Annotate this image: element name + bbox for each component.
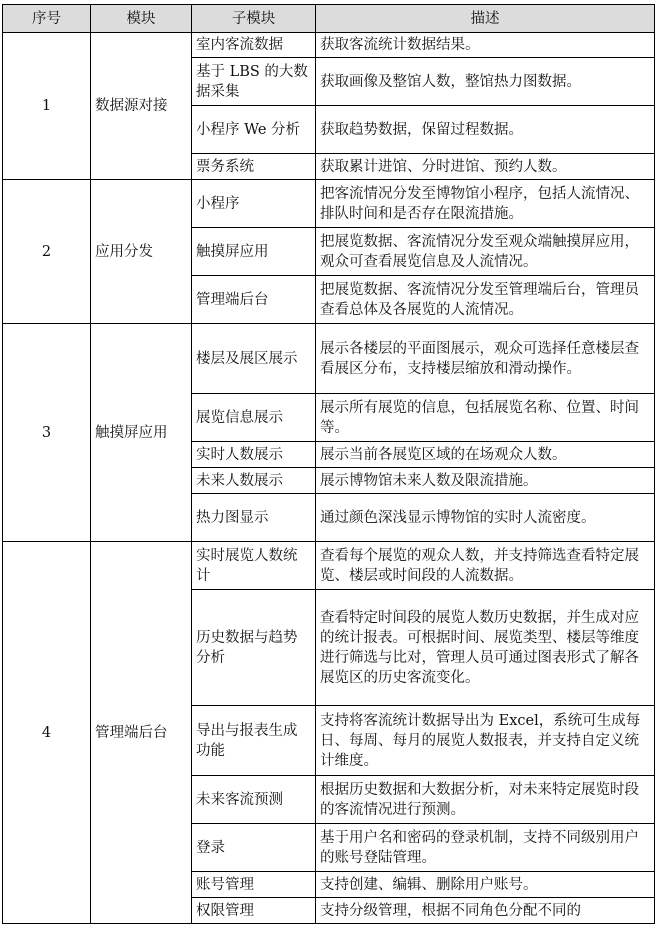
- submodule-description: 获取趋势数据，保留过程数据。: [316, 106, 655, 154]
- submodule-description: 把客流情况分发至博物馆小程序，包括人流情况、排队时间和是否存在限流措施。: [316, 180, 655, 228]
- submodule-description: 支持将客流统计数据导出为 Excel，系统可生成每日、每周、每月的展览人数报表，并支持自定义统计维度。: [316, 706, 655, 776]
- submodule-description: 把展览数据、客流情况分发至管理端后台，管理员查看总体及各展览的人流情况。: [316, 276, 655, 324]
- table-row: [3, 180, 655, 228]
- submodule-description: 展示各楼层的平面图展示，观众可选择任意楼层查看展区分布，支持楼层缩放和滑动操作。: [316, 324, 655, 394]
- submodule-name: 实时展览人数统计: [192, 542, 316, 590]
- group-number: 3: [3, 324, 91, 542]
- submodule-description: 展示博物馆未来人数及限流措施。: [316, 468, 655, 494]
- submodule-description: 获取累计进馆、分时进馆、预约人数。: [316, 154, 655, 180]
- submodule-description: 根据历史数据和大数据分析，对未来特定展览时段的客流情况进行预测。: [316, 776, 655, 824]
- module-name: 数据源对接: [91, 33, 192, 180]
- submodule-name: 小程序: [192, 180, 316, 228]
- submodule-name: 小程序 We 分析: [192, 106, 316, 154]
- header-row: [3, 5, 655, 33]
- module-spec-table: [2, 4, 655, 924]
- submodule-name: 楼层及展区展示: [192, 324, 316, 394]
- submodule-name: 基于 LBS 的大数据采集: [192, 58, 316, 106]
- submodule-name: 管理端后台: [192, 276, 316, 324]
- header-module: 模块: [91, 5, 192, 33]
- submodule-name: 票务系统: [192, 154, 316, 180]
- submodule-name: 触摸屏应用: [192, 228, 316, 276]
- submodule-description: 基于用户名和密码的登录机制，支持不同级别用户的账号登陆管理。: [316, 824, 655, 872]
- header-no: 序号: [3, 5, 91, 33]
- group-number: 4: [3, 542, 91, 924]
- submodule-name: 历史数据与趋势分析: [192, 590, 316, 706]
- submodule-name: 展览信息展示: [192, 394, 316, 442]
- submodule-description: 支持创建、编辑、删除用户账号。: [316, 872, 655, 898]
- submodule-name: 室内客流数据: [192, 33, 316, 58]
- submodule-name: 实时人数展示: [192, 442, 316, 468]
- header-submodule: 子模块: [192, 5, 316, 33]
- group-number: 1: [3, 33, 91, 180]
- submodule-description: 获取画像及整馆人数，整馆热力图数据。: [316, 58, 655, 106]
- submodule-description: 通过颜色深浅显示博物馆的实时人流密度。: [316, 494, 655, 542]
- table-row: [3, 324, 655, 394]
- submodule-name: 未来人数展示: [192, 468, 316, 494]
- module-name: 应用分发: [91, 180, 192, 324]
- table-row: [3, 542, 655, 590]
- submodule-name: 导出与报表生成功能: [192, 706, 316, 776]
- submodule-description: 获取客流统计数据结果。: [316, 33, 655, 58]
- submodule-description: 展示当前各展览区域的在场观众人数。: [316, 442, 655, 468]
- group-number: 2: [3, 180, 91, 324]
- header-description: 描述: [316, 5, 655, 33]
- module-name: 管理端后台: [91, 542, 192, 924]
- submodule-name: 未来客流预测: [192, 776, 316, 824]
- submodule-description: 查看特定时间段的展览人数历史数据，并生成对应的统计报表。可根据时间、展览类型、楼层等维度进行筛选与比对，管理人员可通过图表形式了解各展览区的历史客流变化。: [316, 590, 655, 706]
- submodule-name: 账号管理: [192, 872, 316, 898]
- submodule-description: 把展览数据、客流情况分发至观众端触摸屏应用，观众可查看展览信息及人流情况。: [316, 228, 655, 276]
- submodule-description: 展示所有展览的信息，包括展览名称、位置、时间等。: [316, 394, 655, 442]
- submodule-description: 支持分级管理，根据不同角色分配不同的: [316, 898, 655, 924]
- submodule-description: 查看每个展览的观众人数，并支持筛选查看特定展览、楼层或时间段的人流数据。: [316, 542, 655, 590]
- submodule-name: 登录: [192, 824, 316, 872]
- submodule-name: 权限管理: [192, 898, 316, 924]
- table-row: [3, 33, 655, 58]
- submodule-name: 热力图显示: [192, 494, 316, 542]
- module-name: 触摸屏应用: [91, 324, 192, 542]
